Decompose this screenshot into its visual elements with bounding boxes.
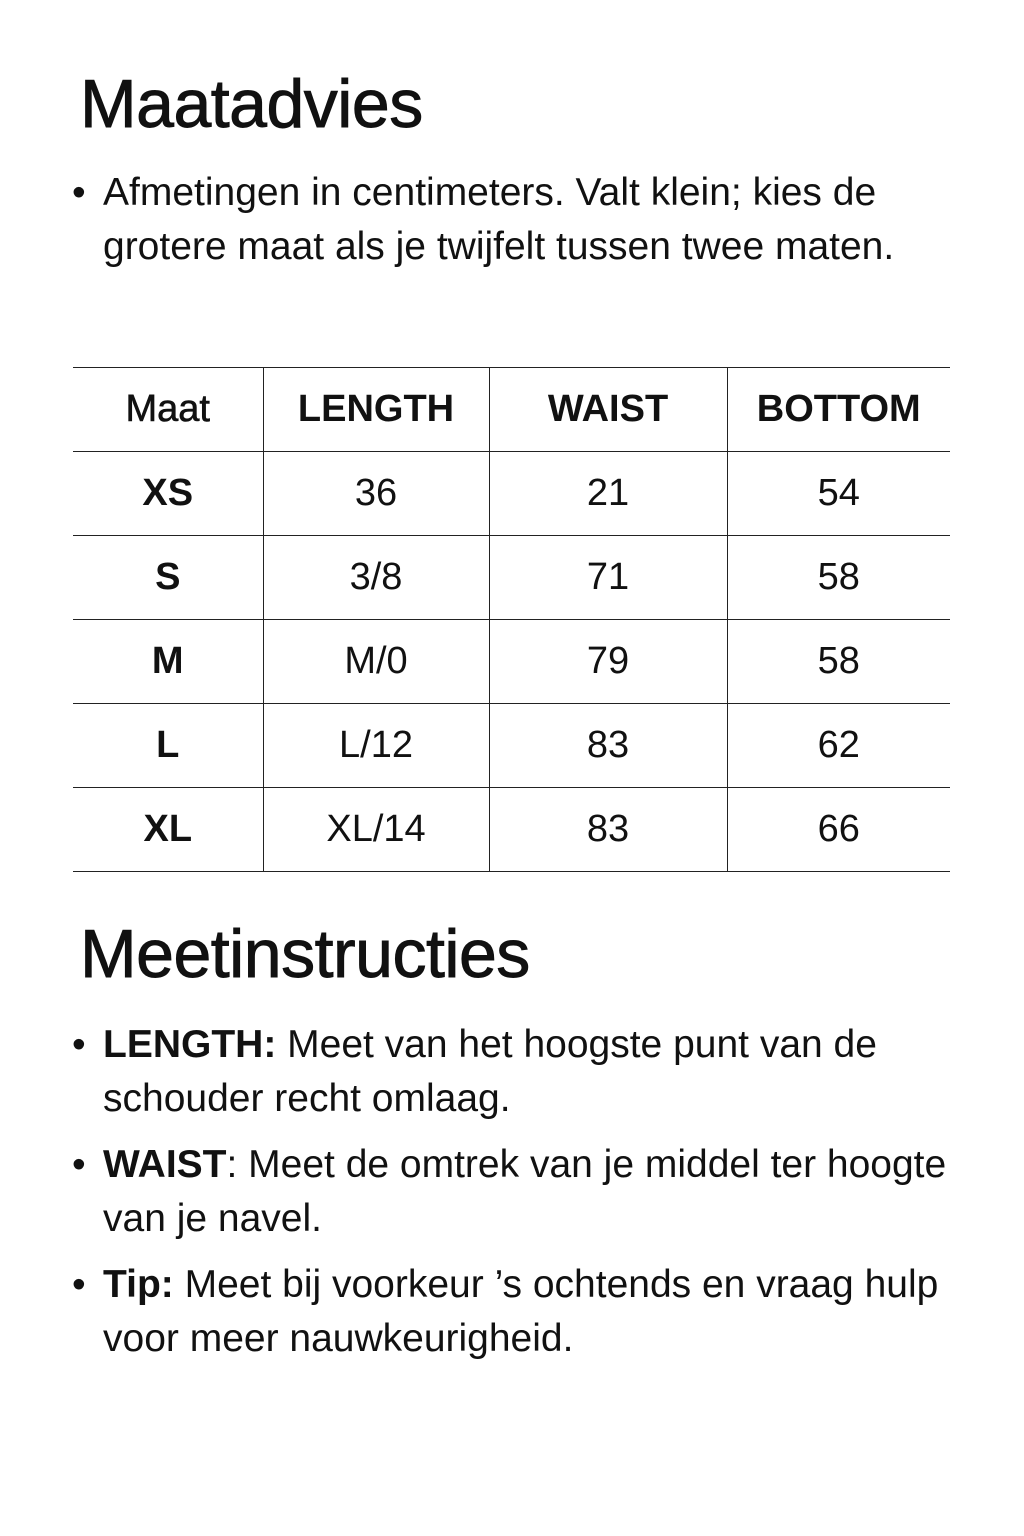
table-row <box>73 452 950 536</box>
size-advice-intro: Afmetingen in centimeters. Valt klein; kies de grotere maat als je twijfelt tussen twee maten. <box>103 171 895 268</box>
bottom-cell: 58 <box>727 536 950 620</box>
list-item <box>72 1138 952 1246</box>
column-header-waist: WAIST <box>489 368 727 452</box>
list-item <box>72 1258 952 1366</box>
bullet-icon: • <box>72 1263 86 1306</box>
list-item <box>72 1018 952 1126</box>
size-advice-notes <box>72 166 952 274</box>
size-cell: L <box>73 704 263 788</box>
size-advice-title: Maatadvies <box>80 66 423 142</box>
waist-cell: 83 <box>489 704 727 788</box>
measuring-instructions-list <box>72 1018 952 1378</box>
instruction-term: WAIST <box>103 1143 227 1186</box>
instruction-term: Tip: <box>103 1263 174 1306</box>
instruction-text: Meet bij voorkeur ’s ochtends en vraag hulp voor meer nauwkeurigheid. <box>103 1263 939 1360</box>
table-row <box>73 536 950 620</box>
waist-cell: 79 <box>489 620 727 704</box>
column-header-bottom: BOTTOM <box>727 368 950 452</box>
length-cell: 36 <box>263 452 489 536</box>
bullet-icon: • <box>72 1143 86 1186</box>
length-cell: L/12 <box>263 704 489 788</box>
table-row <box>73 704 950 788</box>
bottom-cell: 62 <box>727 704 950 788</box>
waist-cell: 21 <box>489 452 727 536</box>
size-cell: XS <box>73 452 263 536</box>
size-table <box>73 367 950 872</box>
measuring-instructions-title: Meetinstructies <box>80 916 530 992</box>
length-cell: XL/14 <box>263 788 489 872</box>
size-cell: XL <box>73 788 263 872</box>
length-cell: 3/8 <box>263 536 489 620</box>
size-cell: S <box>73 536 263 620</box>
list-item <box>72 166 952 274</box>
bottom-cell: 66 <box>727 788 950 872</box>
table-header-row <box>73 368 950 452</box>
bullet-icon: • <box>72 171 86 214</box>
column-header-size: Maat <box>73 368 263 452</box>
length-cell: M/0 <box>263 620 489 704</box>
table-row <box>73 620 950 704</box>
table-row <box>73 788 950 872</box>
waist-cell: 83 <box>489 788 727 872</box>
size-cell: M <box>73 620 263 704</box>
instruction-text: : Meet de omtrek van je middel ter hoogte van je navel. <box>103 1143 947 1240</box>
instruction-term: LENGTH: <box>103 1023 277 1066</box>
waist-cell: 71 <box>489 536 727 620</box>
bottom-cell: 54 <box>727 452 950 536</box>
bottom-cell: 58 <box>727 620 950 704</box>
column-header-length: LENGTH <box>263 368 489 452</box>
bullet-icon: • <box>72 1023 86 1066</box>
instruction-text: Meet van het hoogste punt van de schouder recht omlaag. <box>103 1023 877 1120</box>
